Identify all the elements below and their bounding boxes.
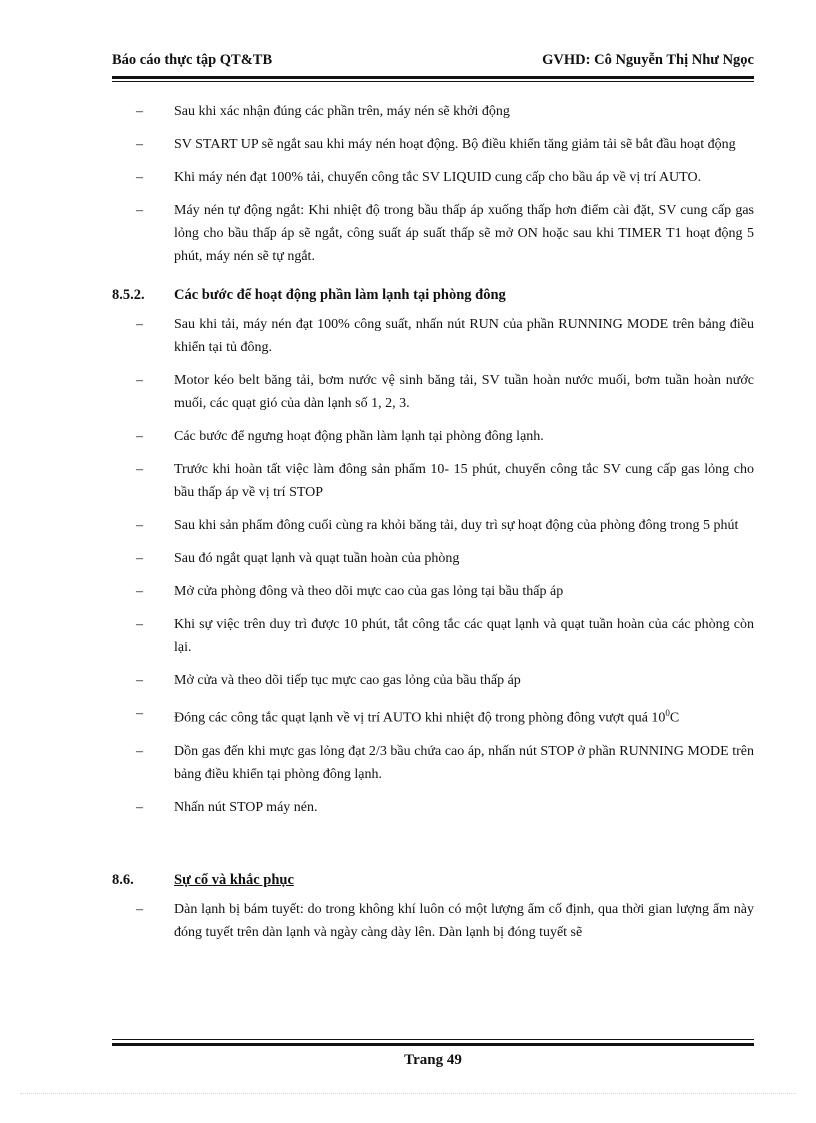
dash-bullet: – bbox=[136, 137, 143, 152]
footer-rule-thin bbox=[112, 1039, 754, 1040]
dash-bullet: – bbox=[136, 462, 143, 477]
page-body bbox=[112, 100, 754, 954]
dash-bullet: – bbox=[136, 551, 143, 566]
dash-bullet: – bbox=[136, 799, 143, 815]
list-item bbox=[112, 514, 754, 537]
section-number: 8.6. bbox=[112, 871, 134, 888]
list-item-text: Dàn lạnh bị bám tuyết: do trong không khí luôn có một lượng ẩm cố định, qua thời gian lượng ẩm này đóng tuyết trên dàn lạnh và ngày càng dày lên. Dàn lạnh bị đóng tuyết sẽ bbox=[174, 901, 754, 940]
section-heading-8-5-2 bbox=[112, 284, 754, 307]
list-item bbox=[112, 369, 754, 415]
list-item-text: Khi sự việc trên duy trì được 10 phút, tắt công tắc các quạt lạnh và quạt tuần hoàn của các phòng còn lại. bbox=[174, 617, 754, 655]
list-item bbox=[112, 313, 754, 359]
list-item-text: Nhấn nút STOP máy nén. bbox=[174, 799, 318, 815]
list-item-text: Đóng các công tắc quạt lạnh về vị trí AUTO khi nhiệt độ trong phòng đông vượt quá 10 bbox=[174, 710, 666, 726]
section-number: 8.5.2. bbox=[112, 287, 145, 303]
bullet-list-troubleshooting bbox=[112, 898, 754, 954]
list-item bbox=[112, 100, 754, 123]
footer-rule-thick bbox=[112, 1043, 754, 1046]
list-item bbox=[112, 740, 754, 786]
list-item bbox=[112, 898, 754, 944]
dash-bullet: – bbox=[136, 706, 143, 721]
list-item-text: Khi máy nén đạt 100% tải, chuyển công tắc SV LIQUID cung cấp cho bầu áp về vị trí AUTO. bbox=[174, 170, 702, 185]
bullet-list-shutdown bbox=[112, 740, 754, 829]
list-item bbox=[112, 702, 754, 730]
list-item-text: Mở cửa và theo dõi tiếp tục mực cao gas lỏng của bầu thấp áp bbox=[174, 673, 521, 688]
bullet-list-freezing bbox=[112, 313, 754, 702]
list-item bbox=[112, 166, 754, 189]
dash-bullet: – bbox=[136, 373, 143, 388]
dash-bullet: – bbox=[136, 617, 143, 632]
list-item-text: Máy nén tự động ngắt: Khi nhiệt độ trong bầu thấp áp xuống thấp hơn điểm cài đặt, SV cung cấp gas lỏng cho bầu thấp áp sẽ ngắt, công suất áp suất thấp sẽ mở ON hoặc sau khi TIMER T1 hoạt động 5 phút, máy nén sẽ tự ngắt. bbox=[174, 203, 754, 264]
list-item-text: Dồn gas đến khi mực gas lỏng đạt 2/3 bầu chứa cao áp, nhấn nút STOP ở phần RUNNING MODE trên bảng điều khiển tại phòng đông lạnh. bbox=[174, 743, 754, 782]
dash-bullet: – bbox=[136, 104, 143, 119]
dash-bullet: – bbox=[136, 203, 143, 218]
list-item bbox=[112, 199, 754, 268]
report-title: Báo cáo thực tập QT&TB bbox=[112, 52, 273, 68]
header-rule-thick bbox=[112, 76, 754, 79]
section-title: Sự cố và khắc phục bbox=[174, 871, 294, 888]
list-item-text: SV START UP sẽ ngắt sau khi máy nén hoạt động. Bộ điều khiển tăng giảm tải sẽ bắt đầu hoạt động bbox=[174, 137, 736, 152]
section-heading-8-6 bbox=[112, 869, 754, 892]
page-number: Trang 49 bbox=[404, 1052, 462, 1068]
list-item-text: Mở cửa phòng đông và theo dõi mực cao của gas lỏng tại bầu thấp áp bbox=[174, 584, 564, 599]
dash-bullet: – bbox=[136, 901, 143, 917]
list-item-text: Sau khi sản phẩm đông cuối cùng ra khỏi băng tải, duy trì sự hoạt động của phòng đông trong 5 phút bbox=[174, 518, 739, 533]
dash-bullet: – bbox=[136, 743, 143, 759]
dash-bullet: – bbox=[136, 518, 143, 533]
dash-bullet: – bbox=[136, 584, 143, 599]
bullet-list-startup bbox=[112, 100, 754, 278]
list-item bbox=[112, 133, 754, 156]
dash-bullet: – bbox=[136, 317, 143, 332]
section-title: Các bước để hoạt động phần làm lạnh tại phòng đông bbox=[174, 287, 506, 303]
list-item-text: Sau khi tải, máy nén đạt 100% công suất, nhấn nút RUN của phần RUNNING MODE trên bảng điều khiển tại tủ đông. bbox=[174, 317, 754, 355]
list-item bbox=[112, 669, 754, 692]
list-item-text: Motor kéo belt băng tải, bơm nước vệ sinh băng tải, SV tuần hoàn nước muối, bơm tuần hoàn nước muối, các quạt gió của dàn lạnh số 1, 2, 3. bbox=[174, 373, 754, 411]
list-item-text: Các bước để ngưng hoạt động phần làm lạnh tại phòng đông lạnh. bbox=[174, 429, 544, 444]
list-item bbox=[112, 580, 754, 603]
list-item bbox=[112, 425, 754, 448]
superscript-degree: 0 bbox=[665, 708, 670, 718]
list-item bbox=[112, 796, 754, 819]
header-rule-thin bbox=[112, 81, 754, 82]
list-item bbox=[112, 613, 754, 659]
supervisor-name: GVHD: Cô Nguyễn Thị Như Ngọc bbox=[542, 52, 754, 68]
page-edge-dotted-line bbox=[20, 1093, 796, 1094]
temperature-unit: C bbox=[669, 710, 680, 726]
list-item-text: Trước khi hoàn tất việc làm đông sản phẩm 10- 15 phút, chuyển công tắc SV cung cấp gas lỏng cho bầu thấp áp về vị trí STOP bbox=[174, 462, 754, 500]
dash-bullet: – bbox=[136, 429, 143, 444]
list-item bbox=[112, 458, 754, 504]
list-item-text: Sau khi xác nhận đúng các phần trên, máy nén sẽ khởi động bbox=[174, 104, 510, 119]
list-item-text: Sau đó ngắt quạt lạnh và quạt tuần hoàn của phòng bbox=[174, 551, 460, 566]
list-item bbox=[112, 547, 754, 570]
dash-bullet: – bbox=[136, 170, 143, 185]
dash-bullet: – bbox=[136, 673, 143, 688]
page-header bbox=[112, 52, 754, 74]
